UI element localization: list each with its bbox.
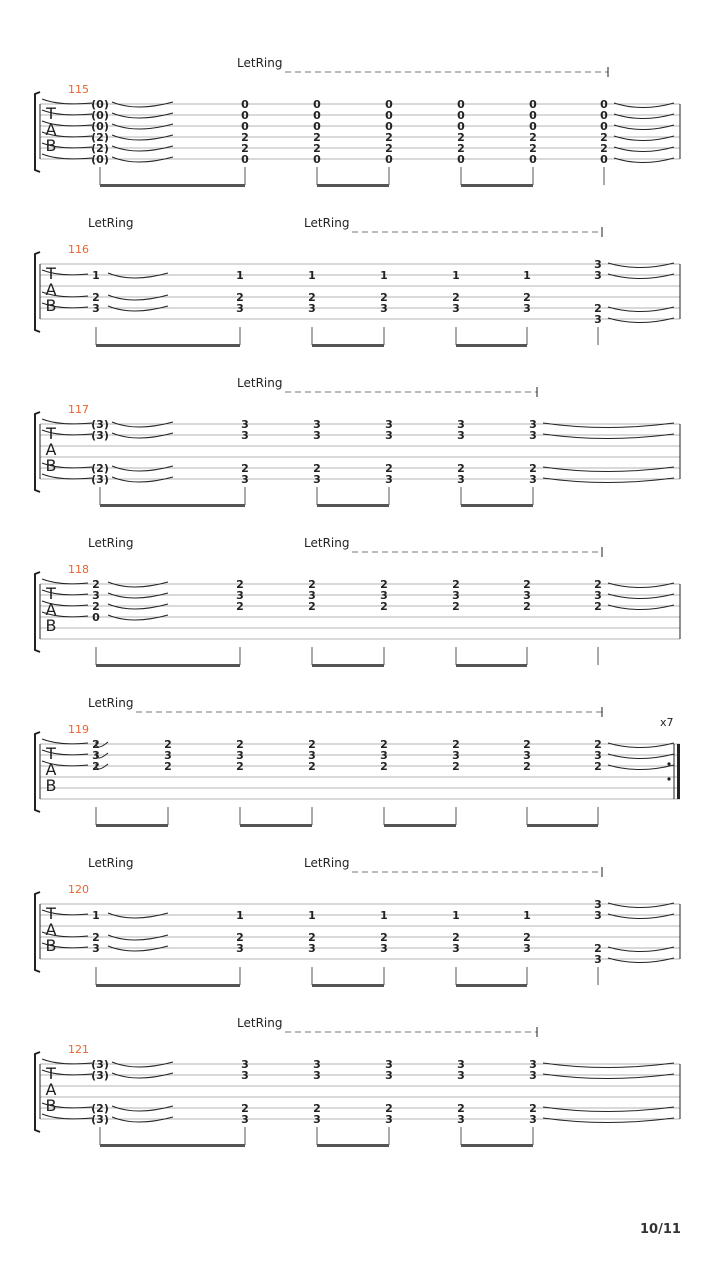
measure-number: 119	[68, 723, 89, 736]
fret-number: (2)	[91, 131, 109, 144]
fret-number: 2	[452, 760, 460, 773]
beam	[312, 664, 384, 667]
fret-number: 3	[457, 418, 465, 431]
fret-number: 3	[529, 429, 537, 442]
tab-system	[35, 1016, 680, 1147]
fret-number: 3	[385, 1069, 393, 1082]
system-bracket	[35, 732, 40, 812]
tab-clef-letter: B	[45, 296, 57, 315]
fret-number: 2	[308, 578, 316, 591]
final-barline	[677, 744, 680, 799]
fret-number: 2	[457, 131, 465, 144]
fret-number: 2	[523, 738, 531, 751]
tie-arc	[112, 1106, 173, 1111]
fret-number: (3)	[91, 1069, 109, 1082]
fret-number: 0	[529, 98, 537, 111]
fret-number: 0	[241, 153, 249, 166]
measure-number: 115	[68, 83, 89, 96]
beam	[312, 344, 384, 347]
tie-arc	[108, 913, 168, 918]
fret-number: 2	[457, 462, 465, 475]
fret-number: 2	[594, 600, 602, 613]
fret-number: 3	[308, 302, 316, 315]
tab-clef-letter: B	[45, 456, 57, 475]
fret-number: 3	[452, 302, 460, 315]
system-bracket	[35, 572, 40, 652]
beam	[461, 1144, 533, 1147]
tab-clef-letter: T	[46, 744, 56, 763]
fret-number: 2	[529, 1102, 537, 1115]
fret-number: 1	[380, 269, 388, 282]
fret-number: 3	[380, 589, 388, 602]
let-ring-label: LetRing	[237, 1016, 283, 1030]
fret-number: 3	[236, 589, 244, 602]
fret-number: 3	[241, 1113, 249, 1126]
fret-number: 3	[236, 749, 244, 762]
tie-arc	[108, 593, 168, 598]
fret-number: 3	[594, 589, 602, 602]
fret-number: 2	[529, 142, 537, 155]
fret-number: 3	[529, 418, 537, 431]
tab-clef-letter: T	[46, 424, 56, 443]
tie-arc	[112, 422, 173, 427]
fret-number: 2	[308, 931, 316, 944]
let-ring-label: LetRing	[88, 536, 134, 550]
fret-number: 2	[385, 1102, 393, 1115]
fret-number: (2)	[91, 462, 109, 475]
fret-number: (3)	[91, 429, 109, 442]
fret-number: 2	[236, 738, 244, 751]
fret-number: 2	[594, 942, 602, 955]
fret-number: 3	[92, 589, 100, 602]
fret-number: 3	[92, 749, 100, 762]
beam	[461, 184, 533, 187]
fret-number: 1	[92, 269, 100, 282]
tie-arc	[112, 466, 173, 471]
fret-number: 1	[523, 909, 531, 922]
tab-clef-letter: A	[45, 280, 57, 299]
tab-clef-letter: A	[45, 920, 57, 939]
tab-system	[35, 536, 680, 667]
fret-number: 0	[457, 153, 465, 166]
fret-number: (3)	[91, 1058, 109, 1071]
tie-arc	[108, 295, 168, 300]
fret-number: 0	[313, 109, 321, 122]
tab-clef-letter: A	[45, 440, 57, 459]
fret-number: 2	[380, 291, 388, 304]
tab-clef-letter: T	[46, 1064, 56, 1083]
fret-number: 2	[92, 738, 100, 751]
fret-number: 3	[385, 1113, 393, 1126]
fret-number: 2	[385, 462, 393, 475]
tie-arc	[108, 273, 168, 278]
fret-number: 3	[236, 302, 244, 315]
fret-number: 3	[529, 1113, 537, 1126]
fret-number: 1	[308, 269, 316, 282]
fret-number: 2	[380, 760, 388, 773]
beam	[317, 1144, 389, 1147]
fret-number: 2	[236, 600, 244, 613]
fret-number: 3	[308, 589, 316, 602]
tie-arc	[108, 582, 168, 587]
fret-number: 2	[236, 578, 244, 591]
fret-number: 2	[523, 291, 531, 304]
system-bracket	[35, 252, 40, 332]
fret-number: 2	[600, 131, 608, 144]
fret-number: 1	[308, 909, 316, 922]
tab-clef-letter: A	[45, 120, 57, 139]
fret-number: 3	[313, 1113, 321, 1126]
fret-number: 3	[457, 1058, 465, 1071]
fret-number: 3	[241, 1058, 249, 1071]
tie-arc	[112, 124, 173, 129]
fret-number: 3	[457, 1069, 465, 1082]
fret-number: 3	[313, 418, 321, 431]
fret-number: 0	[600, 120, 608, 133]
fret-number: 2	[241, 131, 249, 144]
tab-system	[35, 56, 680, 187]
fret-number: 2	[92, 291, 100, 304]
fret-number: 2	[523, 760, 531, 773]
fret-number: 3	[313, 1058, 321, 1071]
fret-number: 3	[164, 749, 172, 762]
repeat-dot	[667, 762, 670, 765]
fret-number: 3	[452, 942, 460, 955]
fret-number: 2	[529, 131, 537, 144]
fret-number: 3	[385, 1058, 393, 1071]
system-bracket	[35, 892, 40, 972]
fret-number: 3	[241, 418, 249, 431]
fret-number: 2	[241, 1102, 249, 1115]
page-number: 10/11	[640, 1222, 681, 1237]
fret-number: 3	[452, 749, 460, 762]
tab-clef-letter: A	[45, 1080, 57, 1099]
fret-number: 2	[385, 131, 393, 144]
fret-number: 0	[313, 120, 321, 133]
tab-clef-letter: T	[46, 104, 56, 123]
fret-number: 3	[457, 1113, 465, 1126]
fret-number: 2	[313, 1102, 321, 1115]
repeat-dot	[667, 777, 670, 780]
let-ring-label: LetRing	[88, 216, 134, 230]
fret-number: 2	[241, 462, 249, 475]
fret-number: 3	[385, 418, 393, 431]
fret-number: 3	[523, 942, 531, 955]
beam	[240, 824, 312, 827]
beam	[317, 184, 389, 187]
tab-system	[35, 376, 680, 507]
fret-number: 3	[594, 313, 602, 326]
fret-number: 2	[380, 931, 388, 944]
tie-arc	[112, 477, 173, 482]
fret-number: 2	[452, 578, 460, 591]
fret-number: 2	[457, 142, 465, 155]
fret-number: (0)	[91, 98, 109, 111]
tab-system	[35, 856, 680, 987]
tab-clef-letter: B	[45, 776, 57, 795]
fret-number: 2	[457, 1102, 465, 1115]
fret-number: 0	[385, 98, 393, 111]
fret-number: 3	[380, 302, 388, 315]
fret-number: 2	[452, 931, 460, 944]
fret-number: 3	[236, 942, 244, 955]
let-ring-label: LetRing	[304, 856, 350, 870]
fret-number: 2	[523, 600, 531, 613]
fret-number: 3	[380, 942, 388, 955]
tie-arc	[112, 1062, 173, 1067]
tab-clef-letter: B	[45, 136, 57, 155]
fret-number: 3	[529, 1058, 537, 1071]
system-bracket	[35, 92, 40, 172]
beam	[100, 504, 245, 507]
beam	[96, 824, 168, 827]
beam	[456, 344, 527, 347]
fret-number: (0)	[91, 120, 109, 133]
fret-number: 3	[523, 302, 531, 315]
fret-number: 2	[385, 142, 393, 155]
tab-system	[35, 696, 680, 827]
fret-number: 2	[452, 738, 460, 751]
fret-number: 0	[313, 153, 321, 166]
beam	[456, 984, 527, 987]
tab-clef-letter: T	[46, 264, 56, 283]
fret-number: 0	[457, 98, 465, 111]
fret-number: (3)	[91, 1113, 109, 1126]
fret-number: 3	[529, 1069, 537, 1082]
fret-number: (0)	[91, 109, 109, 122]
fret-number: 2	[308, 291, 316, 304]
fret-number: 1	[380, 909, 388, 922]
fret-number: 1	[452, 909, 460, 922]
fret-number: 1	[92, 909, 100, 922]
system-bracket	[35, 1052, 40, 1132]
tie-arc	[112, 146, 173, 151]
measure-number: 121	[68, 1043, 89, 1056]
fret-number: (3)	[91, 473, 109, 486]
fret-number: (2)	[91, 142, 109, 155]
fret-number: 3	[594, 909, 602, 922]
fret-number: 2	[92, 578, 100, 591]
fret-number: 0	[457, 120, 465, 133]
fret-number: 3	[529, 473, 537, 486]
fret-number: 2	[92, 760, 100, 773]
fret-number: 3	[594, 269, 602, 282]
fret-number: 2	[236, 760, 244, 773]
fret-number: 0	[385, 120, 393, 133]
tie-arc	[112, 1117, 173, 1122]
fret-number: 2	[313, 131, 321, 144]
tie-arc	[108, 306, 168, 311]
fret-number: 0	[241, 109, 249, 122]
fret-number: 0	[600, 98, 608, 111]
tab-clef-letter: T	[46, 584, 56, 603]
fret-number: 3	[308, 749, 316, 762]
fret-number: 2	[236, 931, 244, 944]
fret-number: 0	[241, 98, 249, 111]
tie-arc	[108, 935, 168, 940]
fret-number: 2	[164, 760, 172, 773]
fret-number: 3	[523, 589, 531, 602]
beam	[96, 984, 240, 987]
fret-number: 3	[457, 473, 465, 486]
fret-number: 3	[457, 429, 465, 442]
fret-number: 2	[452, 291, 460, 304]
fret-number: 3	[92, 942, 100, 955]
tie-arc	[112, 102, 173, 107]
beam	[100, 1144, 245, 1147]
fret-number: 3	[385, 473, 393, 486]
fret-number: 2	[529, 462, 537, 475]
fret-number: 0	[385, 153, 393, 166]
fret-number: 2	[380, 600, 388, 613]
tab-clef-letter: T	[46, 904, 56, 923]
tie-arc	[112, 1073, 173, 1078]
fret-number: 3	[385, 429, 393, 442]
fret-number: 2	[236, 291, 244, 304]
fret-number: 3	[92, 302, 100, 315]
fret-number: 2	[594, 302, 602, 315]
fret-number: 1	[236, 909, 244, 922]
tab-clef-letter: B	[45, 616, 57, 635]
beam	[461, 504, 533, 507]
fret-number: 0	[457, 109, 465, 122]
let-ring-label: LetRing	[304, 536, 350, 550]
let-ring-label: LetRing	[304, 216, 350, 230]
tie-arc	[112, 113, 173, 118]
beam	[312, 984, 384, 987]
fret-number: 0	[600, 109, 608, 122]
fret-number: 0	[385, 109, 393, 122]
fret-number: 0	[529, 109, 537, 122]
let-ring-label: LetRing	[88, 856, 134, 870]
fret-number: 2	[600, 142, 608, 155]
fret-number: 2	[594, 738, 602, 751]
fret-number: 0	[313, 98, 321, 111]
fret-number: (2)	[91, 1102, 109, 1115]
fret-number: 3	[594, 898, 602, 911]
let-ring-label: LetRing	[88, 696, 134, 710]
tie-arc	[112, 135, 173, 140]
tie-arc	[108, 615, 168, 620]
let-ring-label: LetRing	[237, 56, 283, 70]
fret-number: 3	[308, 942, 316, 955]
fret-number: 0	[92, 611, 100, 624]
fret-number: 3	[452, 589, 460, 602]
fret-number: 0	[241, 120, 249, 133]
fret-number: 2	[380, 738, 388, 751]
tab-system	[35, 216, 680, 347]
fret-number: 3	[594, 749, 602, 762]
measure-number: 118	[68, 563, 89, 576]
fret-number: 2	[164, 738, 172, 751]
fret-number: 0	[529, 153, 537, 166]
fret-number: 2	[92, 600, 100, 613]
fret-number: 2	[594, 578, 602, 591]
measure-number: 117	[68, 403, 89, 416]
fret-number: 2	[313, 142, 321, 155]
let-ring-label: LetRing	[237, 376, 283, 390]
tie-arc	[112, 157, 173, 162]
fret-number: 3	[594, 258, 602, 271]
fret-number: 2	[308, 738, 316, 751]
tab-clef-letter: A	[45, 760, 57, 779]
fret-number: (0)	[91, 153, 109, 166]
tie-arc	[112, 433, 173, 438]
fret-number: 3	[380, 749, 388, 762]
fret-number: 2	[523, 578, 531, 591]
fret-number: 1	[523, 269, 531, 282]
fret-number: 2	[308, 760, 316, 773]
beam	[456, 664, 527, 667]
fret-number: 3	[313, 473, 321, 486]
fret-number: 3	[313, 1069, 321, 1082]
fret-number: 3	[241, 429, 249, 442]
tab-clef-letter: B	[45, 936, 57, 955]
fret-number: 2	[380, 578, 388, 591]
fret-number: 3	[313, 429, 321, 442]
fret-number: 3	[241, 473, 249, 486]
tab-clef-letter: A	[45, 600, 57, 619]
fret-number: 0	[600, 153, 608, 166]
beam	[527, 824, 598, 827]
beam	[100, 184, 245, 187]
measure-number: 120	[68, 883, 89, 896]
beam	[96, 344, 240, 347]
fret-number: 2	[313, 462, 321, 475]
fret-number: 0	[529, 120, 537, 133]
fret-number: 2	[594, 760, 602, 773]
fret-number: 1	[236, 269, 244, 282]
fret-number: 2	[452, 600, 460, 613]
system-bracket	[35, 412, 40, 492]
tab-clef-letter: B	[45, 1096, 57, 1115]
fret-number: 1	[452, 269, 460, 282]
repeat-count: x7	[660, 716, 674, 729]
beam	[384, 824, 456, 827]
beam	[317, 504, 389, 507]
fret-number: 3	[241, 1069, 249, 1082]
fret-number: 2	[92, 931, 100, 944]
fret-number: 2	[308, 600, 316, 613]
tie-arc	[108, 946, 168, 951]
fret-number: 2	[523, 931, 531, 944]
measure-number: 116	[68, 243, 89, 256]
fret-number: 3	[594, 953, 602, 966]
beam	[96, 664, 240, 667]
fret-number: (3)	[91, 418, 109, 431]
fret-number: 3	[523, 749, 531, 762]
tie-arc	[108, 604, 168, 609]
fret-number: 2	[241, 142, 249, 155]
